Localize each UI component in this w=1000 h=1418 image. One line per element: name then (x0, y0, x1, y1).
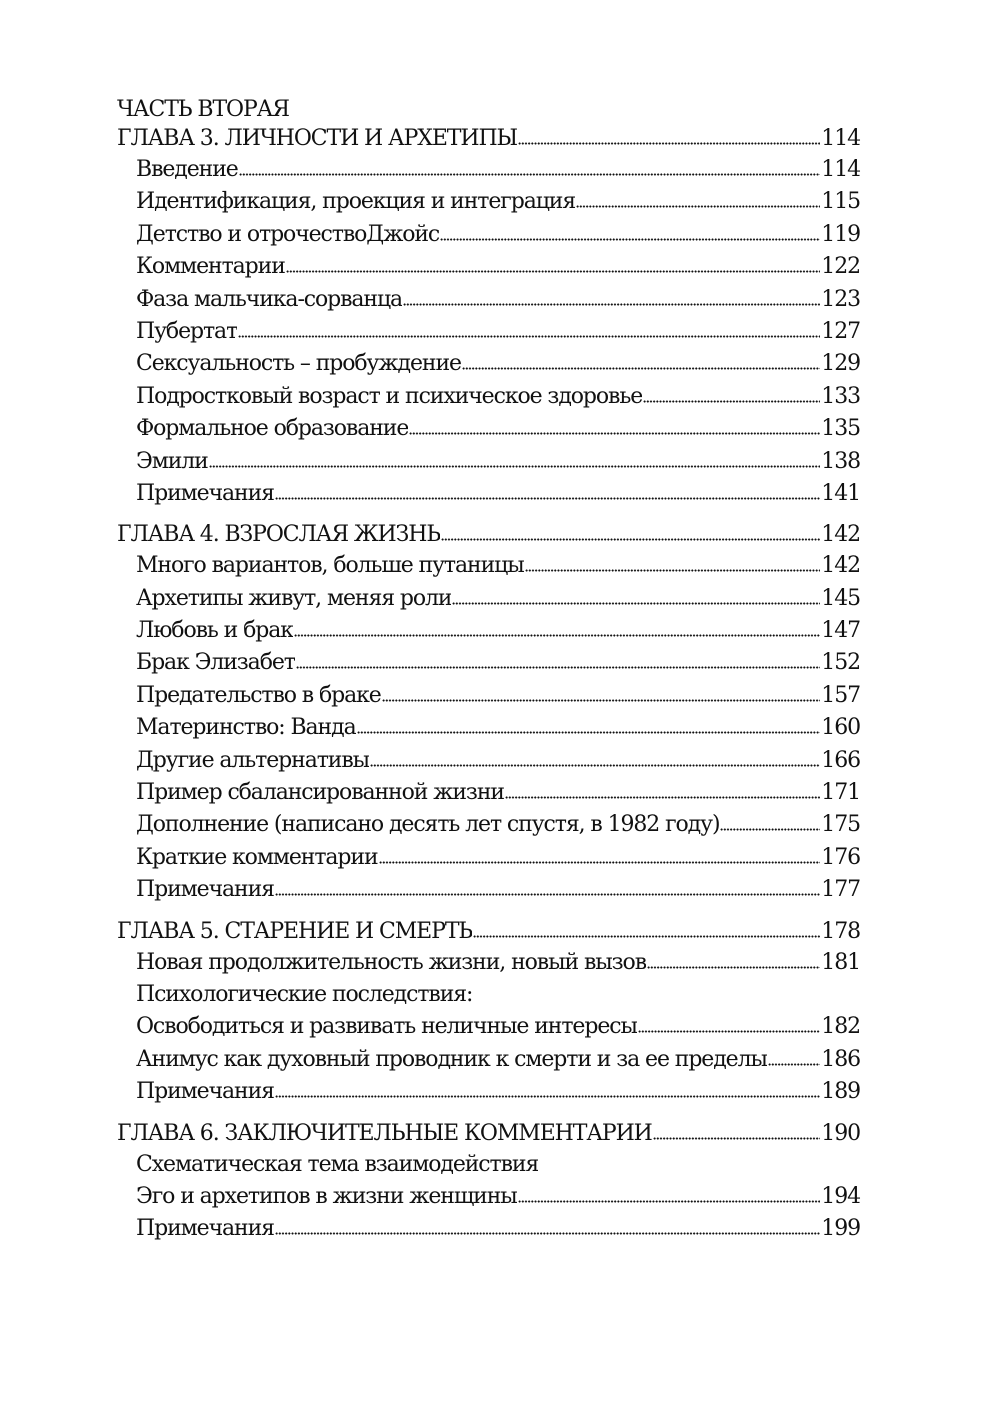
entry-label: Примечания (136, 1079, 274, 1105)
entry-label: Освободиться и развивать неличные интересы (136, 1014, 637, 1040)
toc-entry[interactable] (117, 316, 860, 348)
dot-leader (518, 139, 820, 145)
dot-leader (441, 535, 820, 541)
dot-leader (462, 364, 820, 370)
toc-entry[interactable] (117, 284, 860, 316)
dot-leader (440, 235, 820, 241)
entry-label: Идентификация, проекция и интеграция (136, 189, 576, 215)
page-number: 176 (821, 844, 860, 870)
toc-entry[interactable] (117, 647, 860, 679)
entry-label: Примечания (136, 1216, 274, 1242)
page-number: 147 (821, 618, 860, 644)
dot-leader (647, 963, 820, 969)
page-number: 119 (821, 221, 860, 247)
dot-leader (452, 599, 820, 605)
toc-entry[interactable] (117, 413, 860, 445)
page-number: 177 (821, 877, 860, 903)
toc-entry[interactable] (117, 154, 860, 186)
toc-entry[interactable] (117, 745, 860, 777)
dot-leader (239, 170, 821, 176)
page-number: 190 (821, 1120, 860, 1146)
page-number: 166 (821, 747, 860, 773)
dot-leader (275, 890, 820, 896)
page-number: 135 (821, 416, 860, 442)
page-number: 199 (821, 1216, 860, 1242)
dot-leader (382, 696, 821, 702)
part-title: ЧАСТЬ ВТОРАЯ (117, 97, 289, 122)
page-number: 142 (821, 522, 860, 548)
page-number: 114 (821, 157, 860, 182)
dot-leader (653, 1134, 821, 1140)
page-number: 178 (821, 918, 860, 944)
page-number: 189 (821, 1079, 860, 1105)
dot-leader (238, 332, 820, 338)
page-number: 142 (821, 553, 860, 579)
chapter-5 (117, 917, 860, 1109)
entry-label: Примечания (136, 877, 274, 903)
toc-entry[interactable] (117, 446, 860, 478)
toc-entry[interactable] (117, 251, 860, 283)
entry-label: Детство и отрочествоДжойс (136, 221, 440, 247)
page-number: 181 (821, 949, 860, 975)
entry-label: Формальное образование (136, 416, 409, 442)
toc-entry[interactable] (117, 712, 860, 744)
dot-leader (275, 1092, 820, 1098)
toc-entry[interactable] (117, 947, 860, 979)
toc-entry[interactable] (117, 1011, 860, 1043)
entry-label: Краткие комментарии (136, 844, 378, 870)
entry-label: Пубертат (136, 318, 238, 344)
dot-leader (403, 300, 820, 306)
entry-label: Схематическая тема взаимодействия (136, 1151, 539, 1177)
toc-entry[interactable] (117, 381, 860, 413)
page-number: 122 (821, 254, 860, 280)
dot-leader (357, 728, 821, 734)
dot-leader (525, 566, 821, 572)
chapter-6 (117, 1119, 860, 1246)
toc-entry[interactable] (117, 348, 860, 380)
entry-label: Эмили (136, 448, 208, 474)
entry-label: Эго и архетипов в жизни женщины (136, 1183, 517, 1209)
page-number: 141 (821, 480, 860, 506)
entry-label: Любовь и брак (136, 618, 293, 644)
entry-label: Анимус как духовный проводник к смерти и за ее пределы (136, 1046, 767, 1072)
chapter-title: ГЛАВА 3. ЛИЧНОСТИ И АРХЕТИПЫ (117, 126, 518, 151)
dot-leader (473, 932, 820, 938)
dot-leader (643, 397, 820, 403)
toc-entry[interactable] (117, 478, 860, 510)
toc-entry[interactable] (117, 1181, 860, 1213)
page-number: 127 (821, 318, 860, 344)
dot-leader (576, 202, 820, 208)
entry-label: Предательство в браке (136, 682, 381, 708)
page-number: 175 (821, 812, 860, 838)
entry-label: Брак Элизабет (136, 650, 295, 676)
chapter-4 (117, 520, 860, 906)
dot-leader (379, 858, 821, 864)
entry-label: Сексуальность – пробуждение (136, 351, 461, 377)
toc-entry[interactable] (117, 842, 860, 874)
entry-label: Комментарии (136, 254, 285, 280)
dot-leader (409, 429, 820, 435)
toc-entry[interactable] (117, 809, 860, 841)
entry-label: Новая продолжительность жизни, новый вызов (136, 949, 646, 975)
page-number: 152 (821, 650, 860, 676)
toc-entry[interactable] (117, 615, 860, 647)
toc-entry[interactable] (117, 583, 860, 615)
chapter-3 (117, 124, 860, 510)
entry-label: Примечания (136, 480, 274, 506)
entry-label: Материнство: Ванда (136, 715, 356, 741)
page-number: 115 (821, 189, 860, 215)
toc-entry[interactable] (117, 186, 860, 218)
toc-entry[interactable] (117, 1044, 860, 1076)
page-number: 160 (821, 715, 860, 741)
dot-leader (275, 494, 820, 500)
dot-leader (286, 267, 821, 273)
dot-leader (209, 462, 821, 468)
entry-label: Дополнение (написано десять лет спустя, в 1982 году) (136, 812, 720, 838)
entry-label: Подростковый возраст и психическое здоровье (136, 383, 643, 409)
entry-label: Другие альтернативы (136, 747, 370, 773)
entry-label: Психологические последствия: (136, 981, 473, 1007)
page-number: 186 (821, 1046, 860, 1072)
page-number: 157 (821, 682, 860, 708)
chapter-heading[interactable] (117, 917, 860, 947)
dot-leader (275, 1229, 820, 1235)
toc-entry[interactable] (117, 550, 860, 582)
entry-label: Архетипы живут, меняя роли (136, 585, 452, 611)
page-number: 129 (821, 351, 860, 377)
toc-entry[interactable] (117, 1213, 860, 1245)
dot-leader (720, 825, 820, 831)
chapter-title: ГЛАВА 6. ЗАКЛЮЧИТЕЛЬНЫЕ КОММЕНТАРИИ (117, 1120, 652, 1146)
toc-entry[interactable] (117, 680, 860, 712)
toc-entry-continued (117, 979, 860, 1011)
dot-leader (370, 761, 820, 767)
dot-leader (505, 793, 820, 799)
toc-entry[interactable] (117, 219, 860, 251)
page-number: 145 (821, 585, 860, 611)
chapter-heading[interactable] (117, 124, 860, 154)
entry-label: Введение (136, 157, 238, 182)
chapter-title: ГЛАВА 5. СТАРЕНИЕ И СМЕРТЬ (117, 918, 473, 944)
chapter-heading[interactable] (117, 520, 860, 550)
entry-label: Фаза мальчика-сорванца (136, 286, 403, 312)
page-number: 133 (821, 383, 860, 409)
page-number: 138 (821, 448, 860, 474)
page-number: 171 (821, 780, 860, 806)
page-number: 182 (821, 1014, 860, 1040)
toc-entry[interactable] (117, 874, 860, 906)
toc-entry[interactable] (117, 777, 860, 809)
toc-entry-continued (117, 1149, 860, 1181)
page-number: 123 (821, 286, 860, 312)
chapter-title: ГЛАВА 4. ВЗРОСЛАЯ ЖИЗНЬ (117, 522, 441, 548)
toc-entry[interactable] (117, 1076, 860, 1108)
dot-leader (638, 1027, 820, 1033)
dot-leader (294, 631, 820, 637)
page-number: 194 (821, 1183, 860, 1209)
dot-leader (518, 1197, 821, 1203)
entry-label: Пример сбалансированной жизни (136, 780, 504, 806)
chapter-heading[interactable] (117, 1119, 860, 1149)
entry-label: Много вариантов, больше путаницы (136, 553, 524, 579)
dot-leader (768, 1060, 820, 1066)
dot-leader (296, 663, 820, 669)
page-number: 114 (821, 126, 860, 151)
table-of-contents (117, 96, 860, 1256)
